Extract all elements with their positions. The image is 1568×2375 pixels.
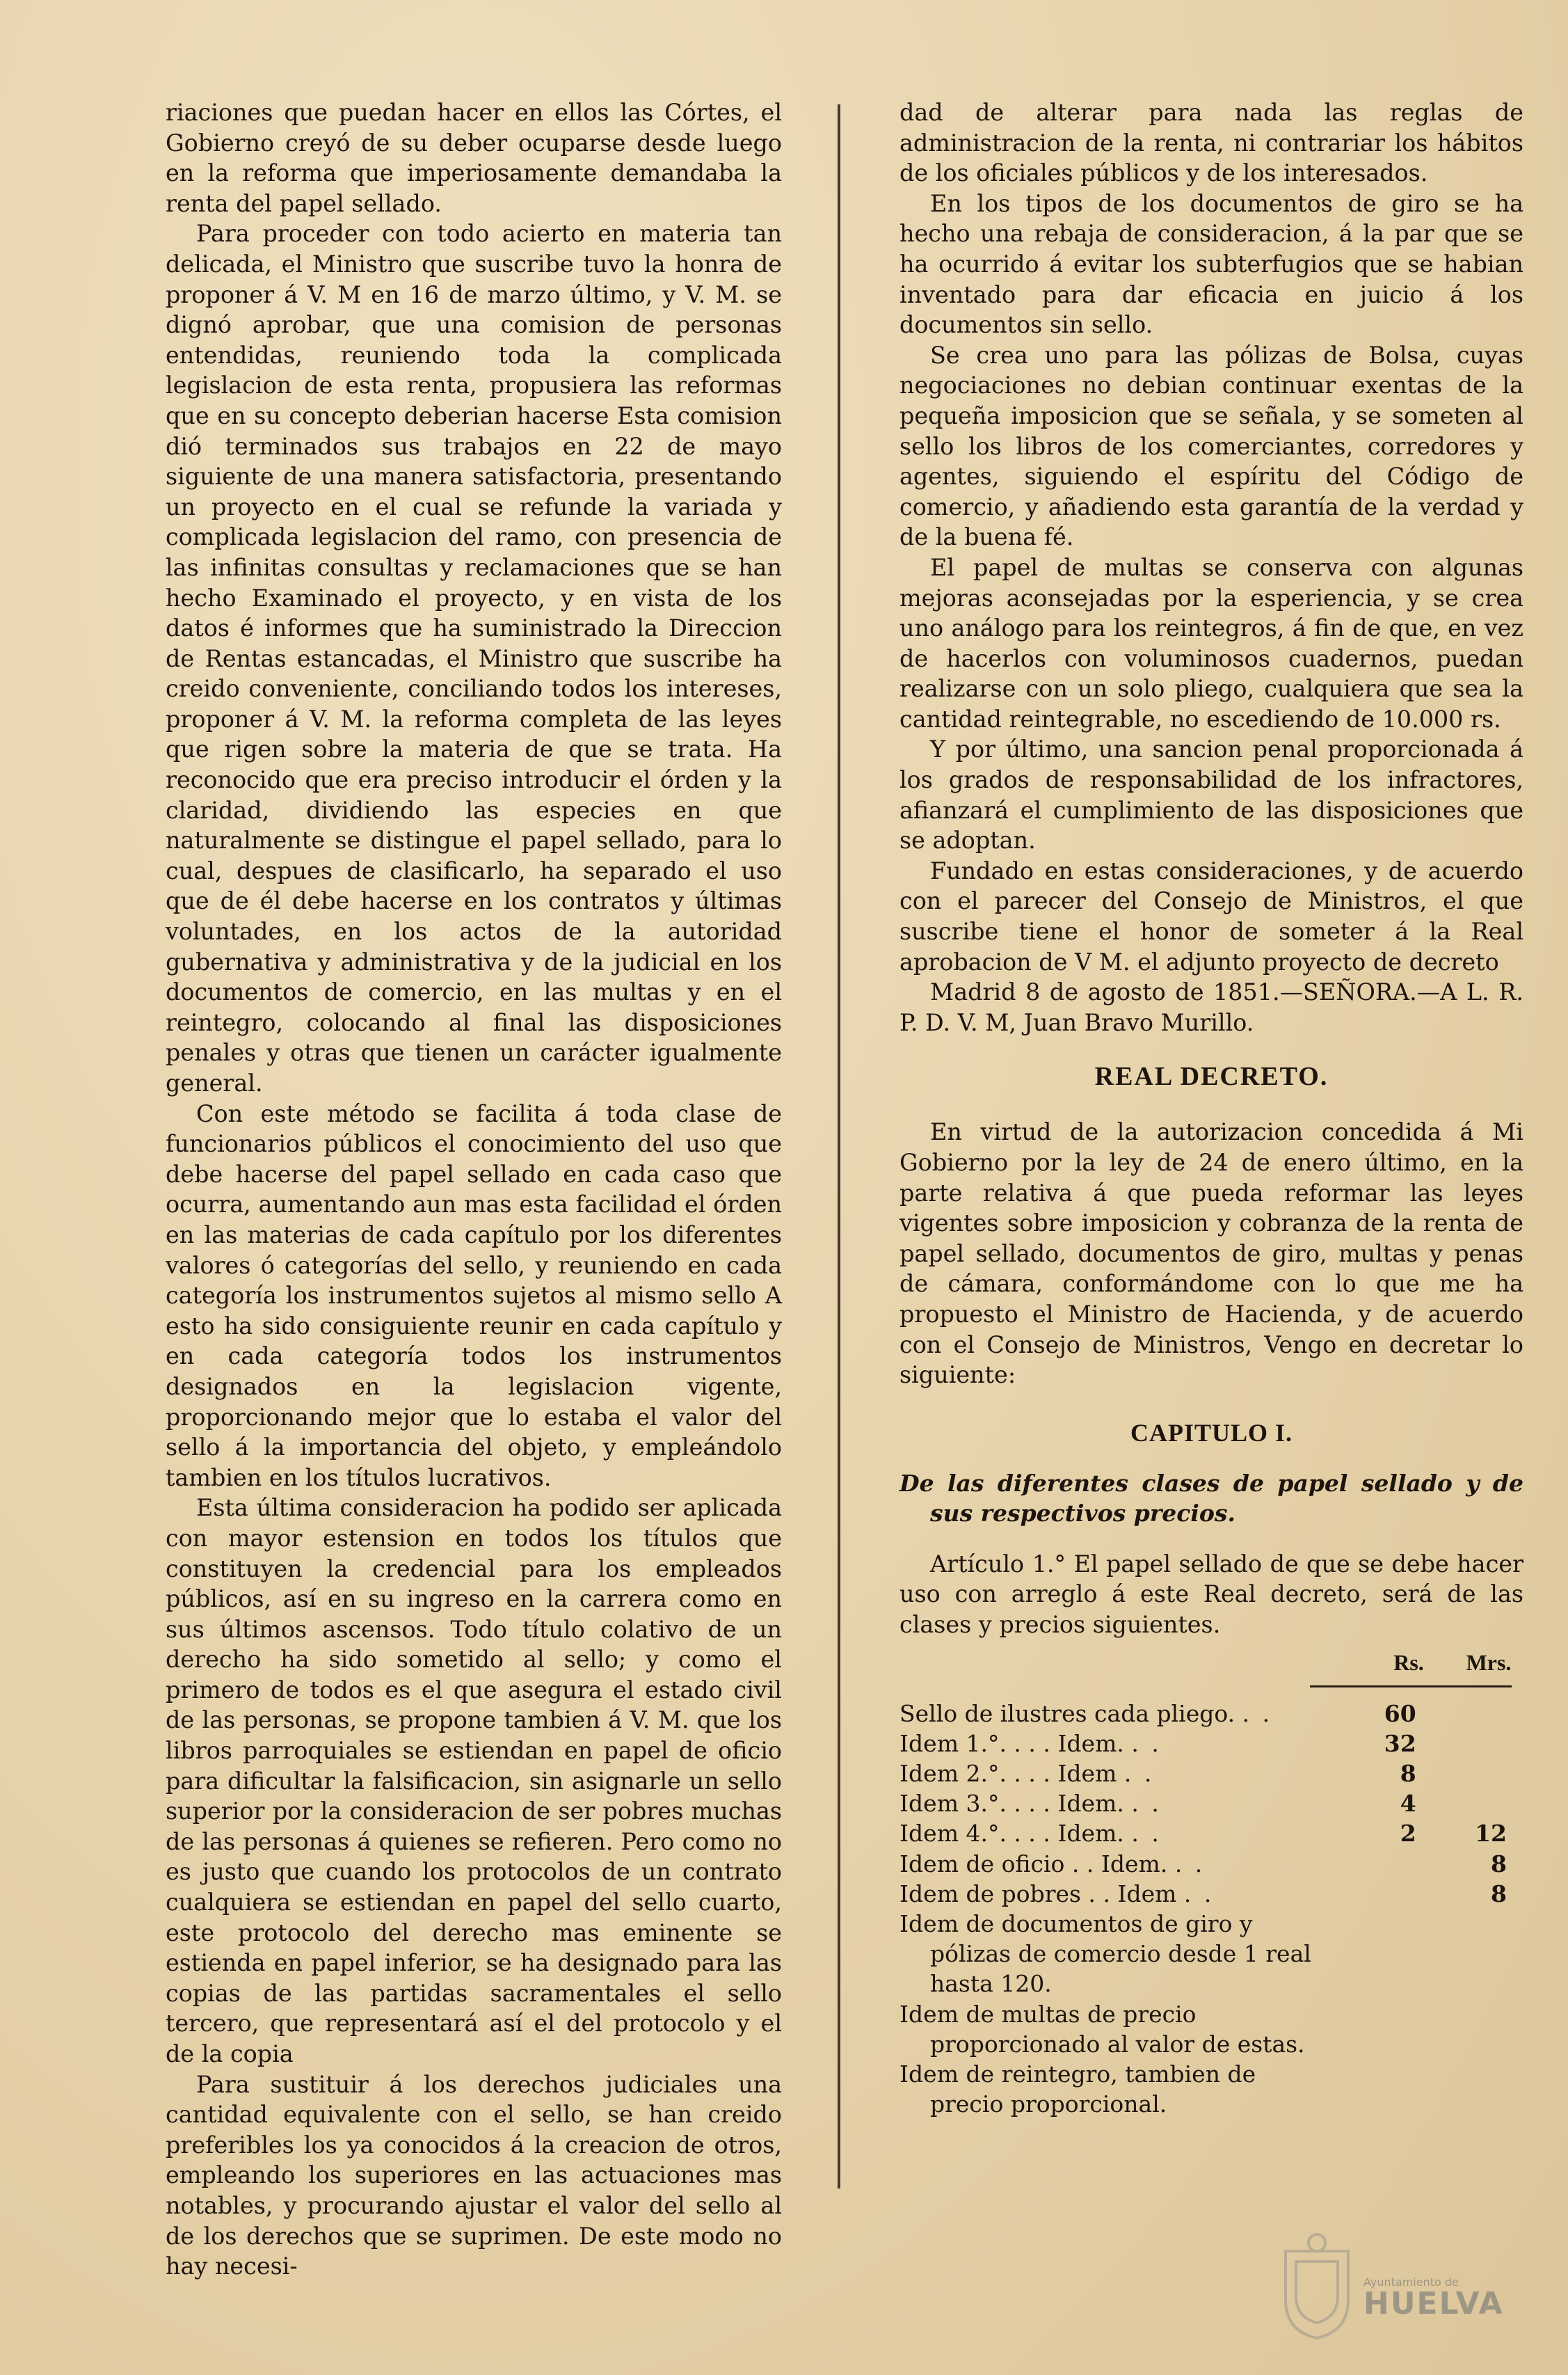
right-column [899, 97, 1523, 2119]
price-item-name: Idem 1.°. . . . Idem. . . [899, 1729, 1162, 1757]
table-row [899, 1849, 1523, 1879]
table-row [899, 1879, 1523, 1909]
price-rs: 60 [1384, 1699, 1416, 1727]
price-table [899, 1699, 1523, 2120]
price-item-name: Idem 2.°. . . . Idem . . [899, 1759, 1155, 1787]
watermark-small: Ayuntamiento de [1363, 2275, 1459, 2289]
table-row [899, 1758, 1523, 1788]
table-row [899, 2059, 1523, 2119]
paragraph: Y por último, una sancion penal proporcionada á los grados de responsabilidad de los infractores, afianzará el cumplimiento de las disposiciones que se adoptan. [899, 736, 1523, 855]
price-rs: 2 [1400, 1820, 1416, 1848]
signature-date-line: Madrid 8 de agosto de 1851.—SEÑORA.—A L. R. P. D. V. M, Juan Bravo Murillo. [899, 978, 1523, 1036]
articulo-text: Artículo 1.° El papel sellado de que se debe hacer uso con arreglo á este Real decreto, será de las clases y precios siguientes. [899, 1550, 1523, 1638]
mrs-header: Mrs. [1466, 1649, 1512, 1675]
paragraph: Se crea uno para las pólizas de Bolsa, cuyas negociaciones no debian continuar exentas de la pequeña imposicion que se señala, y se someten al sello los libros de los comerciantes, corredores y agentes, siguiendo el espíritu del Código de comercio, y añadiendo esta garantía de la verdad y de la buena fé. [899, 341, 1523, 551]
price-mrs: 8 [1491, 1850, 1507, 1877]
price-column-headers [899, 1650, 1523, 1676]
capitulo-heading: CAPITULO I. [1130, 1418, 1293, 1447]
capitulo-title: De las diferentes clases de papel sellado y de sus respectivos precios. [899, 1469, 1523, 1527]
paragraph: Fundado en estas consideraciones, y de acuerdo con el parecer del Consejo de Ministros, el que suscribe tiene el honor de someter á la Real aprobacion de V M. el adjunto proyecto de decreto [899, 857, 1523, 976]
price-mrs [1432, 1699, 1523, 1729]
paragraph: El papel de multas se conserva con algunas mejoras aconsejadas por la esperiencia, y se crea uno análogo para los reintegros, á fin de que, en vez de hacerlos con voluminosos cuadernos, puedan realizarse con un solo pliego, cualquiera que sea la cantidad reintegrable, no escediendo de 10.000 rs. [899, 553, 1523, 733]
price-rs: 4 [1400, 1790, 1416, 1818]
price-item-name: Idem 3.°. . . . Idem. . . [899, 1790, 1162, 1818]
price-rs [1334, 1879, 1432, 1909]
table-rule [1310, 1685, 1512, 1687]
table-row [899, 1909, 1523, 1999]
watermark-text [1363, 2275, 1504, 2319]
price-item-name: Idem de pobres . . Idem . . [899, 1880, 1215, 1907]
left-column [166, 97, 782, 2282]
price-item-name: Idem de oficio . . Idem. . . [899, 1850, 1206, 1877]
real-decreto-heading: REAL DECRETO. [1094, 1062, 1329, 1092]
paragraph: En los tipos de los documentos de giro se ha hecho una rebaja de consideracion, á la par que se ha ocurrido á evitar los subterfugios que se habian inventado para dar eficacia en juicio á los documentos sin sello. [899, 189, 1523, 339]
paragraph: riaciones que puedan hacer en ellos las Córtes, el Gobierno creyó de su deber ocuparse desde luego en la reforma que imperiosamente demandaba la renta del papel sellado. [166, 99, 782, 217]
paragraph: dad de alterar para nada las reglas de administracion de la renta, ni contrariar los hábitos de los oficiales públicos y de los interesados. [899, 99, 1523, 187]
paragraph: Para proceder con todo acierto en materia tan delicada, el Ministro que suscribe tuvo la honra de proponer á V. M en 16 de marzo último, y V. M. se dignó aprobar, que una comision de personas entendidas, reuniendo toda la complicada legislacion de esta renta, propusiera las reformas que en su concepto deberian hacerse Esta comision dió terminados sus trabajos en 22 de mayo siguiente de una manera satisfactoria, presentando un proyecto en el cual se refunde la variada y complicada legislacion del ramo, con presencia de las infinitas consultas y reclamaciones que se han hecho Examinado el proyecto, y en vista de los datos é informes que ha suministrado la Direccion de Rentas estancadas, el Ministro que suscribe ha creido conveniente, conciliando todos los intereses, proponer á V. M. la reforma completa de las leyes que rigen sobre la materia de que se trata. Ha reconocido que era preciso introducir el órden y la claridad, dividiendo las especies en que naturalmente se distingue el papel sellado, para lo cual, despues de clasificarlo, ha separado el uso que de él debe hacerse en los contratos y últimas voluntades, en los actos de la autoridad gubernativa y administrativa y de la judicial en los documentos de comercio, en las multas y en el reintegro, colocando al final las disposiciones penales y otras que tienen un carácter igualmente general. [166, 220, 782, 1097]
price-mrs: 12 [1475, 1820, 1507, 1848]
real-decreto-text: En virtud de la autorizacion concedida á Mi Gobierno por la ley de 24 de enero último, en la parte relativa á que pueda reformar las leyes vigentes sobre imposicion y cobranza de la renta de papel sellado, documentos de giro, multas y penas de cámara, conformándome con lo que me ha propuesto el Ministro de Hacienda, y de acuerdo con el Consejo de Ministros, Vengo en decretar lo siguiente: [899, 1118, 1523, 1389]
price-mrs [1432, 1788, 1523, 1818]
price-item-name: Sello de ilustres cada pliego. . . [899, 1699, 1273, 1727]
watermark-big: HUELVA [1363, 2286, 1504, 2321]
price-rs: 32 [1384, 1729, 1416, 1757]
paragraph: Con este método se facilita á toda clase de funcionarios públicos el conocimiento del uso que debe hacerse del papel sellado en cada caso que ocurra, aumentando aun mas esta facilidad el órden en las materias de cada capítulo por los diferentes valores ó categorías del sello, y reuniendo en cada categoría los instrumentos sujetos al mismo sello A esto ha sido consiguiente reunir en cada capítulo y en cada categoría todos los instrumentos designados en la legislacion vigente, proporcionando mejor que lo estaba el valor del sello á la importancia del objeto, y empleándolo tambien en los títulos lucrativos. [166, 1099, 782, 1491]
table-row [899, 1729, 1523, 1758]
table-row [899, 1999, 1523, 2059]
table-row [899, 1699, 1523, 1729]
table-row [899, 1818, 1523, 1848]
paragraph: Para sustituir á los derechos judiciales una cantidad equivalente con el sello, se han creido preferibles los ya conocidos á la creacion de otros, empleando los superiores en las actuaciones mas notables, y procurando ajustar el valor del sello al de los derechos que se suprimen. De este modo no hay necesi- [166, 2070, 782, 2280]
price-mrs [1432, 1729, 1523, 1758]
table-row [899, 1788, 1523, 1818]
price-mrs: 8 [1491, 1880, 1507, 1907]
price-note: Idem de documentos de giro y pólizas de comercio desde 1 real hasta 120. [899, 1909, 1311, 1998]
paragraph: Esta última consideracion ha podido ser aplicada con mayor estension en todos los títulos que constituyen la credencial para los empleados públicos, así en su ingreso en la carrera como en sus últimos ascensos. Todo título colativo de un derecho ha sido sometido al sello; y como el primero de todos es el que asegura el estado civil de las personas, se propone tambien á V. M. que los libros parroquiales se estiendan en papel de oficio para dificultar la falsificacion, sin asignarle un sello superior por la consideracion de ser pobres muchas de las personas á quienes se refieren. Pero como no es justo que cuando los protocolos de un contrato cualquiera se estiendan en papel del sello cuarto, este protocolo del derecho mas eminente se estienda en papel inferior, se ha designado para las copias de las partidas sacramentales el sello tercero, que representará así el del protocolo y el de la copia [166, 1494, 782, 2067]
rs-header: Rs. [1393, 1649, 1424, 1675]
price-rs: 8 [1400, 1759, 1416, 1787]
price-mrs [1432, 1758, 1523, 1788]
column-divider [838, 104, 840, 2189]
price-note: Idem de reintegro, tambien de precio proporcional. [899, 2060, 1256, 2118]
price-item-name: Idem 4.°. . . . Idem. . . [899, 1820, 1162, 1848]
price-note: Idem de multas de precio proporcionado al valor de estas. [899, 2000, 1305, 2058]
price-rs [1334, 1849, 1432, 1879]
